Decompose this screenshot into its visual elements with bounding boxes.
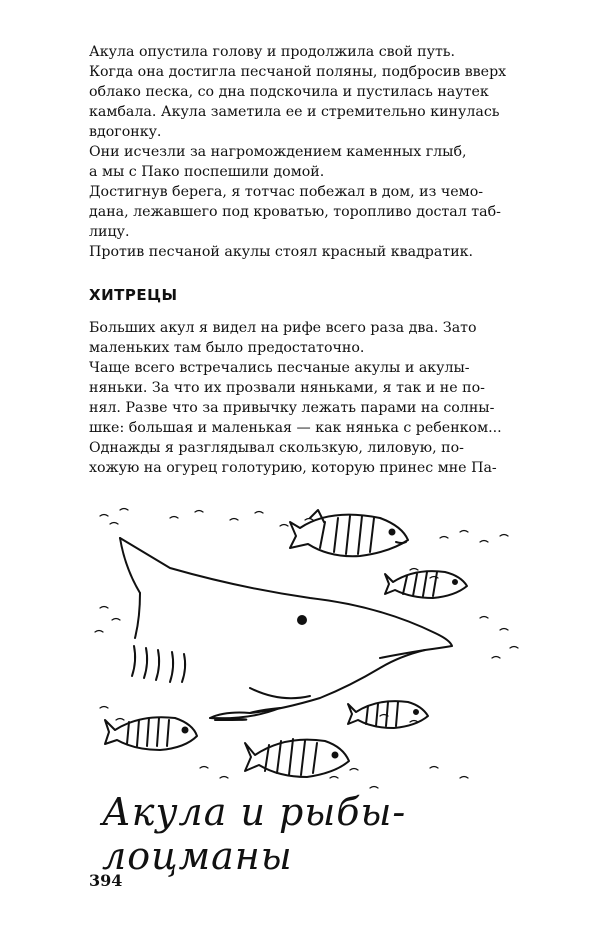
paragraph (89, 358, 540, 438)
text-line: камбала. Акула заметила ее и стремительно кинулась (89, 104, 500, 120)
text-line: лицу. (89, 224, 130, 240)
paragraph (89, 182, 540, 242)
text-line: няньки. За что их прозвали няньками, я так и не по- (89, 380, 485, 396)
water-ripples (95, 509, 518, 789)
text-line: маленьких там было предостаточно. (89, 340, 365, 356)
text-line: а мы с Пако поспешили домой. (89, 164, 325, 180)
paragraph (89, 142, 540, 182)
text-line: дана, лежавшего под кроватью, торопливо достал таб- (89, 204, 501, 220)
text-line: шке: большая и маленькая — как нянька с ребенком... (89, 420, 502, 436)
pilot-fish (245, 739, 349, 777)
pilot-fish (290, 510, 408, 556)
text-line: нял. Разве что за привычку лежать парами на солны- (89, 400, 495, 416)
text-line: Когда она достигла песчаной поляны, подбросив вверх (89, 64, 507, 80)
text-line: хожую на огурец голотурию, которую принес мне Па- (89, 460, 497, 476)
pilot-fish (385, 571, 467, 598)
text-line: Однажды я разглядывал скользкую, лиловую, по- (89, 440, 464, 456)
page-number: 394 (89, 871, 123, 890)
section-paragraphs (89, 318, 540, 478)
illustration-caption: Акула и рыбы-лоцманы (102, 790, 407, 878)
text-line: облако песка, со дна подскочила и пустилась наутек (89, 84, 489, 100)
text-line: Против песчаной акулы стоял красный квадратик. (89, 244, 474, 260)
paragraph (89, 318, 540, 358)
shark (120, 538, 452, 720)
top-paragraphs (89, 42, 540, 262)
text-line: Чаще всего встречались песчаные акулы и акулы- (89, 360, 470, 376)
text-line: Они исчезли за нагромождением каменных глыб, (89, 144, 467, 160)
paragraph (89, 438, 540, 478)
text-line: вдогонку. (89, 124, 162, 140)
text-body (89, 42, 540, 478)
text-line: Больших акул я видел на рифе всего раза два. Зато (89, 320, 477, 336)
text-line: Акула опустила голову и продолжила свой путь. (89, 44, 456, 60)
pilot-fish (348, 701, 428, 728)
text-line: Достигнув берега, я тотчас побежал в дом, из чемо- (89, 184, 484, 200)
pilot-fish (105, 717, 197, 750)
paragraph (89, 242, 540, 262)
section-title: ХИТРЕЦЫ (89, 286, 178, 304)
paragraph (89, 42, 540, 142)
